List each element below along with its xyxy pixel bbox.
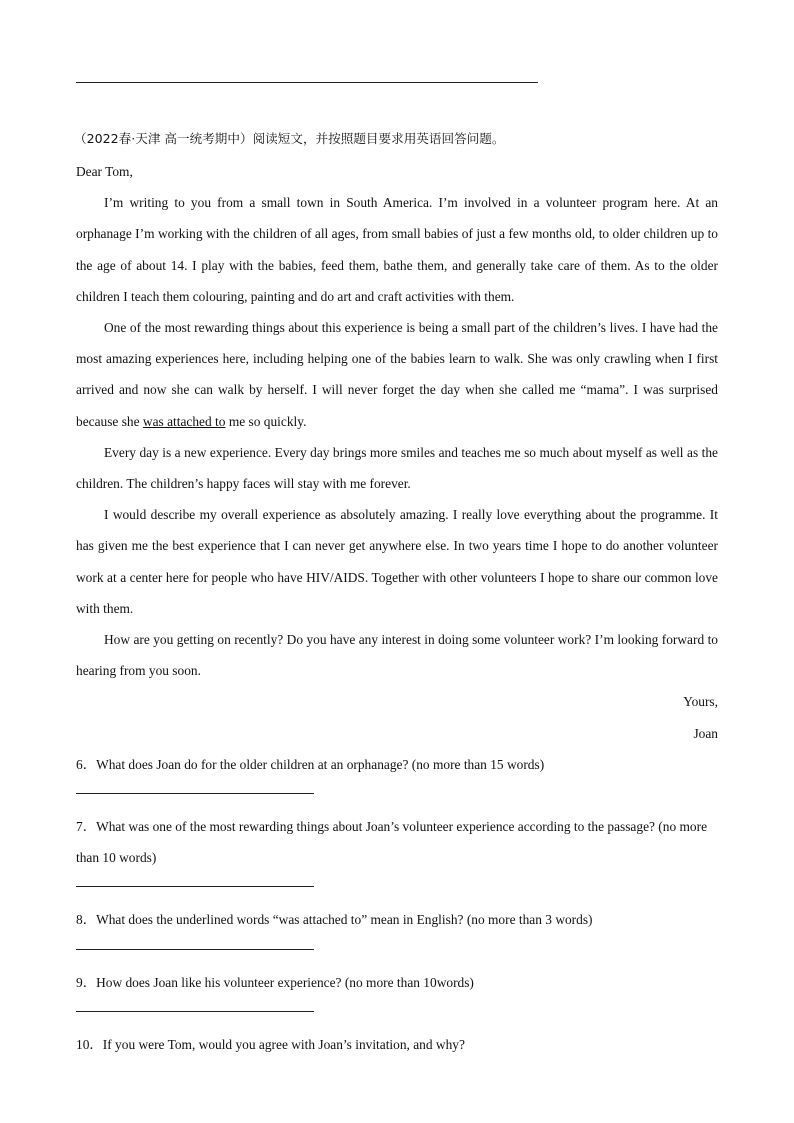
question-8: 8．What does the underlined words “was attached to” mean in English? (no more than 3 words) [76, 912, 593, 928]
letter-closing: Yours, [683, 694, 718, 710]
letter-paragraph-2 [76, 312, 718, 437]
answer-line-7 [76, 873, 718, 904]
question-9: 9．How does Joan like his volunteer experience? (no more than 10words) [76, 974, 474, 990]
question-10: 10．If you were Tom, would you agree with Joan’s invitation, and why? [76, 1036, 465, 1052]
letter-paragraph-5: How are you getting on recently? Do you have any interest in doing some volunteer work? I’m looking forward to hearing from you soon. [76, 632, 718, 679]
underlined-phrase: was attached to [142, 413, 226, 429]
question-6: 6．What does Joan do for the older children at an orphanage? (no more than 15 words) [76, 756, 545, 772]
answer-line-6 [76, 780, 718, 811]
letter-paragraph-3: Every day is a new experience. Every day brings more smiles and teaches me so much about myself as well as the children. The children’s happy faces will stay with me forever. [76, 444, 718, 492]
letter-body [76, 156, 718, 1060]
top-answer-line [76, 82, 538, 83]
letter-paragraph-4: I would describe my overall experience as absolutely amazing. I really love everything about the programme. It has given me the best experience that I can never get anywhere else. In two years time I hope to do another volunteer work at a center here for people who have HIV/AIDS. Together with other volunteers I hope to share our common love with them. [76, 507, 718, 616]
paragraph-2-text-before: One of the most rewarding things about this experience is being a small part of the children’s lives. I have had the most amazing experiences here, including helping one of the babies learn to walk. She was only crawling when I first arrived and now she can walk by herself. I will never forget the day when she called me “mama”. I was surprised because she [76, 320, 718, 429]
paragraph-2-text-after: me so quickly. [225, 413, 307, 429]
question-7: 7．What was one of the most rewarding things about Joan’s volunteer experience according to the passage? (no more than 10 words) [76, 819, 708, 866]
answer-line-9 [76, 998, 718, 1029]
letter-paragraph-1: I’m writing to you from a small town in South America. I’m involved in a volunteer program here. At an orphanage I’m working with the children of all ages, from small babies of just a few months old, to older children up to the age of about 14. I play with the babies, feed them, bathe them, and generally take care of them. As to the older children I teach them colouring, painting and do art and craft activities with them. [76, 195, 718, 304]
exercise-header: （2022春·天津 高一统考期中）阅读短文，并按照题目要求用英语回答问题。 [74, 131, 505, 146]
answer-line-8 [76, 936, 718, 967]
letter-signature: Joan [693, 725, 718, 741]
letter-salutation: Dear Tom, [76, 164, 133, 179]
